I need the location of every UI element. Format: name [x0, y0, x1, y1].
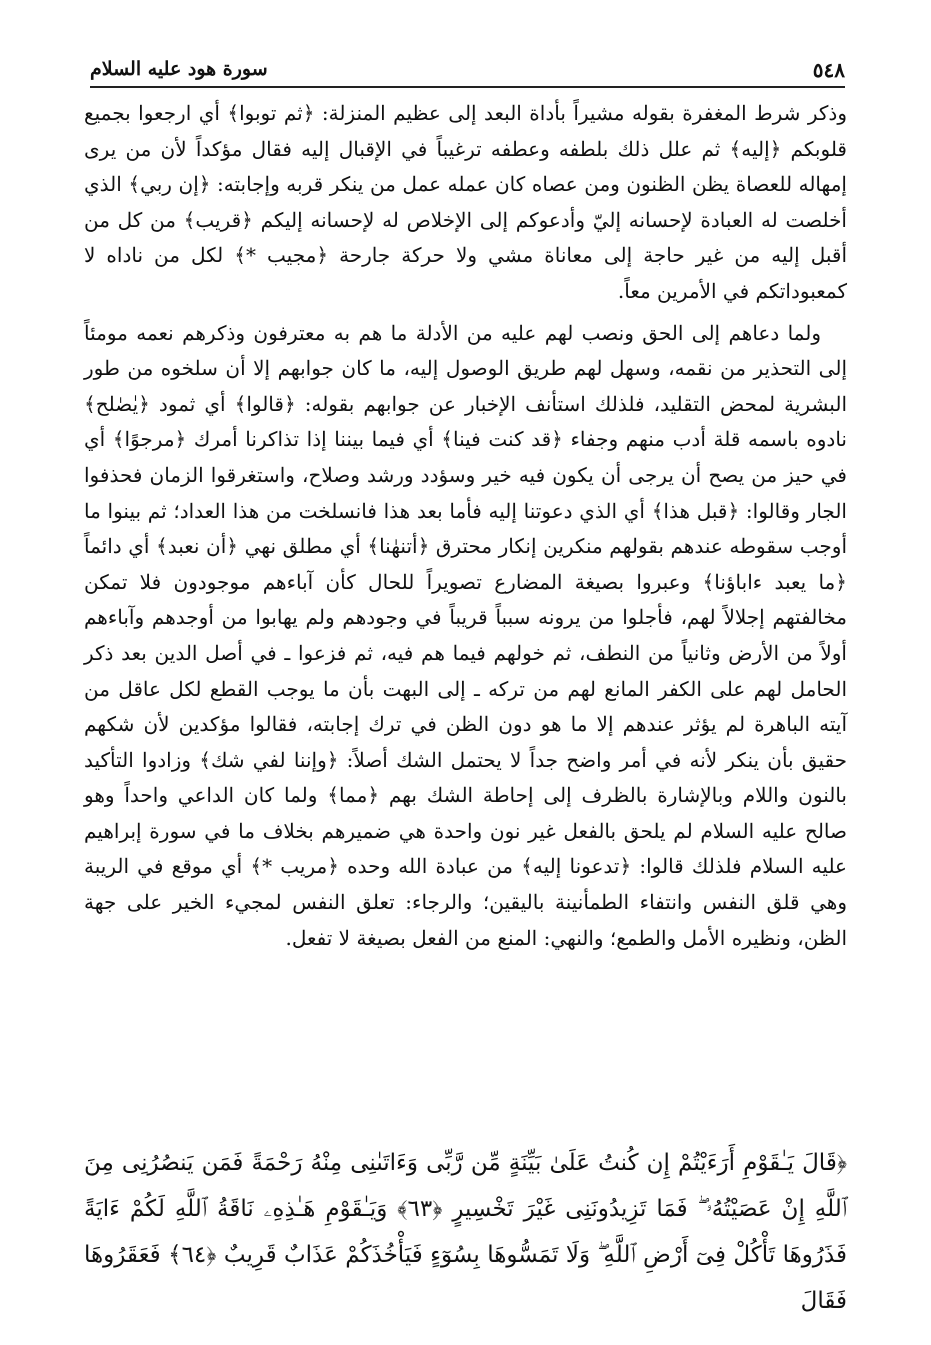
running-title: سورة هود عليه السلام	[90, 58, 268, 80]
paragraph-1: وذكر شرط المغفرة بقوله مشيراً بأداة البعد إلى عظيم المنزلة: ﴿ثم توبوا﴾ أي ارجعوا بجميع قلوبكم ﴿إليه﴾ ثم علل ذلك بلطفه وعطفه ترغيباً في الإقبال إليه فقال مؤكداً لأن من يرى إمهاله للعصاة يظن الظنون ومن عصاه كان عمله عمل من ينكر قربه وإجابته: ﴿إن ربي﴾ الذي أخلصت له العبادة لإحسانه إليّ وأدعوكم إلى الإخلاص له لإحسانه إليكم ﴿قريب﴾ من كل من أقبل إليه من غير حاجة إلى معاناة مشي ولا حركة جارحة ﴿مجيب *﴾ لكل من ناداه لا كمعبوداتكم في الأمرين معاً.	[84, 101, 847, 303]
page-header	[90, 52, 845, 88]
quran-verse-block: ﴿قَالَ يَـٰقَوْمِ أَرَءَيْتُمْ إِن كُنتُ عَلَىٰ بَيِّنَةٍ مِّن رَّبِّى وَءَاتَىٰنِى مِنْهُ رَحْمَةً فَمَن يَنصُرُنِى مِنَ ٱللَّهِ إِنْ عَصَيْتُهُۥ ۖ فَمَا تَزِيدُونَنِى غَيْرَ تَخْسِيرٍ ﴿٦٣﴾ وَيَـٰقَوْمِ هَـٰذِهِۦ نَاقَةُ ٱللَّهِ لَكُمْ ءَايَةً فَذَرُوهَا تَأْكُلْ فِىٓ أَرْضِ ٱللَّهِ ۖ وَلَا تَمَسُّوهَا بِسُوٓءٍ فَيَأْخُذَكُمْ عَذَابٌ قَرِيبٌ ﴿٦٤﴾ فَعَقَرُوهَا فَقَالَ	[84, 1150, 847, 1314]
commentary-text	[84, 96, 847, 956]
paragraph-2: ولما دعاهم إلى الحق ونصب لهم عليه من الأدلة ما هم به معترفون وذكرهم نعمه مومئاً إلى التحذير من نقمه، وسهل لهم طريق الوصول إليه، ما كان جوابهم إلا أن سلخوه من طور البشرية لمحض التقليد، فلذلك استأنف الإخبار عن جوابهم بقوله: ﴿قالوا﴾ أي ثمود ﴿يٰصٰلح﴾ نادوه باسمه قلة أدب منهم وجفاء ﴿قد كنت فينا﴾ أي فيما بيننا إذا تذاكرنا أمرك ﴿مرجوًا﴾ أي في حيز من يصح أن يرجى أن يكون فيه خير وسؤدد ورشد وصلاح، واستغرقوا الزمان فحذفوا الجار وقالوا: ﴿قبل هذا﴾ أي الذي دعوتنا إليه فأما بعد هذا فانسلخت من هذا العداد؛ ثم بينوا ما أوجب سقوطه عندهم بقولهم منكرين إنكار محترق ﴿أتنهٰنا﴾ أي مطلق نهي ﴿أن نعبد﴾ أي دائماً ﴿ما يعبد ءاباؤنا﴾ وعبروا بصيغة المضارع تصويراً للحال كأن آباءهم موجودون فلا تمكن مخالفتهم إجلالاً لهم، فأجلوا من يرونه سبباً قريباً في وجودهم ولم يهابوا من أوجدهم وآباءهم أولاً من الأرض وثانياً من النطف، ثم خولهم فيما هم فيه، ثم فزعوا ـ في أصل الدين بعد ذكر الحامل لهم على الكفر المانع لهم من تركه ـ إلى البهت بأن ما يوجب القطع لكل عاقل من آيته الباهرة لم يؤثر عندهم إلا ما هو دون الظن في ترك إجابته، فقالوا مؤكدين لأن شكهم حقيق بأن ينكر لأنه في أمر واضح جداً لا يحتمل الشك أصلاً: ﴿وإننا لفي شك﴾ وزادوا التأكيد بالنون واللام وبالإشارة بالظرف إلى إحاطة الشك بهم ﴿مما﴾ ولما كان الداعي واحداً وهو صالح عليه السلام لم يلحق بالفعل غير نون واحدة هي ضميرهم بخلاف ما في سورة إبراهيم عليه السلام فلذلك قالوا: ﴿تدعونا إليه﴾ من عبادة الله وحده ﴿مريب *﴾ أي موقع في الريبة وهي قلق النفس وانتفاء الطمأنينة باليقين؛ والرجاء: تعلق النفس لمجيء الخير على جهة الظن، ونظيره الأمل والطمع؛ والنهي: المنع من الفعل بصيغة لا تفعل.	[84, 320, 847, 950]
page-number: ٥٤٨	[812, 58, 845, 82]
